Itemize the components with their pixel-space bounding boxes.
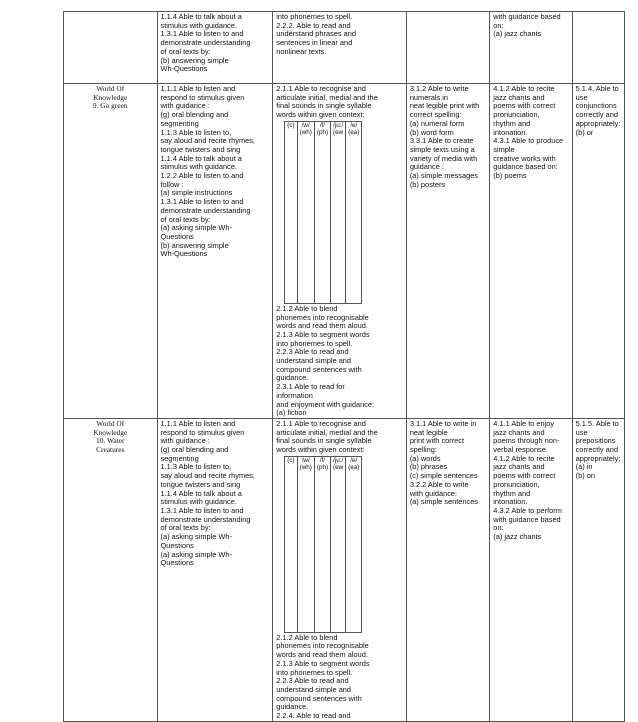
standard-text: words and read them aloud.: [276, 321, 368, 331]
standard-text: guidance.: [276, 373, 309, 383]
standard-text: sentences in linear and: [276, 38, 353, 48]
theme-text: 9. Go green: [92, 101, 128, 111]
standard-text: 4.3.1 Able to produce: [493, 136, 564, 146]
writing-cell: [406, 84, 489, 419]
standard-text: simple texts using a: [409, 144, 475, 154]
standard-text: 2.1.2 Able to blend: [276, 303, 338, 313]
standard-text: (a) jazz chants: [493, 532, 542, 542]
standard-text: tongue twisters and sing: [160, 479, 241, 489]
standard-text: articulate initial, medial and the: [276, 92, 378, 102]
standard-text: (b) word form: [409, 127, 454, 137]
standard-text: 2.3.1 Able to read for: [276, 382, 345, 392]
phoneme-table: [284, 456, 362, 633]
phoneme-text: /ju:/: [333, 121, 344, 129]
standard-text: compound sentences with: [276, 693, 362, 703]
standard-text: (a) jazz chants: [493, 29, 542, 39]
standard-text: 5.1.5. Able to: [575, 418, 619, 428]
standard-text: Questions: [160, 558, 194, 568]
standard-text: 2.1.1 Able to recognise and: [276, 418, 366, 428]
standard-text: demonstrate understanding: [160, 514, 251, 524]
phoneme-text: (ew: [333, 129, 344, 137]
standard-text: 2.1.1 Able to recognise and: [276, 84, 366, 93]
standard-text: 3.2.2 Able to write: [409, 479, 469, 489]
grammar-cell: [572, 84, 624, 419]
standard-text: 1.2.2 Able to listen to and: [160, 171, 244, 181]
standard-text: demonstrate understanding: [160, 205, 251, 215]
listening-speaking-cell: [157, 12, 273, 84]
standard-text: understand phrases and: [276, 29, 356, 39]
standard-text: on:: [493, 523, 504, 533]
standard-text: 3.1.1 Able to write in: [409, 418, 477, 428]
standard-text: correctly and: [575, 445, 618, 455]
phoneme-cell: [346, 456, 362, 632]
standard-text: rhythm and: [493, 118, 531, 128]
standard-text: say aloud and recite rhymes,: [160, 136, 255, 146]
standard-text: 1.3.1 Able to listen to and: [160, 197, 244, 207]
standard-text: (a) asking simple Wh-: [160, 532, 232, 542]
standard-text: 2.1.3 Able to segment words: [276, 658, 370, 668]
standard-text: phonemes into recognisable: [276, 312, 369, 322]
standard-text: (a) simple sentences: [409, 497, 478, 507]
phoneme-text: /w/: [301, 121, 310, 129]
standard-text: words within given context:: [276, 445, 365, 455]
standard-text: (a) asking simple Wh-: [160, 549, 232, 559]
theme-text: World Of: [96, 418, 125, 428]
standard-text: 1.3.1 Able to listen to and: [160, 505, 244, 515]
syllabus-table: [63, 11, 625, 722]
standard-text: of oral texts by:: [160, 214, 211, 224]
standard-text: with guidance :: [160, 101, 210, 111]
reading-cell: [273, 84, 407, 419]
standard-text: tongue twisters and sing: [160, 144, 241, 154]
standard-text: stimulus with guidance.: [160, 162, 237, 172]
standard-text: information: [276, 390, 313, 400]
phoneme-cell: [331, 121, 346, 303]
phoneme-cell: [297, 456, 314, 632]
phoneme-text: (wh): [299, 129, 312, 137]
standard-text: jazz chants and: [493, 427, 545, 437]
theme-cell: [64, 418, 158, 721]
standard-text: (b) posters: [409, 179, 446, 189]
phoneme-cell: [331, 456, 346, 632]
standard-text: 2.1.2 Able to blend: [276, 632, 338, 642]
standard-text: respond to stimulus given: [160, 427, 245, 437]
phoneme-text: (ph): [316, 463, 329, 471]
standard-text: guidance :: [409, 162, 444, 172]
standard-text: guidance.: [276, 702, 309, 712]
grammar-cell: [572, 418, 624, 721]
language-arts-cell: [490, 84, 572, 419]
standard-text: into phonemes to spell.: [276, 667, 353, 677]
theme-text: World Of: [96, 84, 125, 93]
phoneme-table: [284, 121, 362, 304]
standard-text: (a) in: [575, 462, 593, 472]
language-arts-cell: [490, 12, 572, 84]
theme-cell: [64, 84, 158, 419]
reading-cell: [273, 12, 407, 84]
standard-text: (c) simple sentences: [409, 471, 478, 481]
standard-text: pronunciation,: [493, 479, 540, 489]
standard-text: spelling:: [409, 445, 437, 455]
table-row: [64, 418, 625, 721]
phoneme-text: /e/: [350, 456, 358, 464]
standard-text: Wh-Questions: [160, 249, 208, 259]
standard-text: 1.1.4 Able to talk about a: [160, 12, 242, 21]
standard-text: neat legible print with: [409, 101, 480, 111]
standard-text: pronunciation,: [493, 110, 540, 120]
writing-cell: [406, 418, 489, 721]
standard-text: variety of media with: [409, 153, 478, 163]
standard-text: segmenting: [160, 118, 199, 128]
reading-cell: [273, 418, 407, 721]
standard-text: segmenting: [160, 453, 199, 463]
standard-text: stimulus with guidance.: [160, 20, 237, 30]
phoneme-cell: [346, 121, 362, 303]
standard-text: (a) simple messages: [409, 171, 478, 181]
standard-text: with guidance based: [493, 514, 561, 524]
standard-text: correct spelling:: [409, 110, 462, 120]
standard-text: Wh-Questions: [160, 64, 208, 74]
theme-cell: [64, 12, 158, 84]
theme-text: Creatures: [96, 445, 125, 455]
standard-text: poems through non-: [493, 436, 560, 446]
standard-text: stimulus with guidance.: [160, 497, 237, 507]
standard-text: guidance based on:: [493, 162, 558, 172]
standard-text: 1.1.4 Able to talk about a: [160, 488, 242, 498]
standard-text: poems with correct: [493, 101, 556, 111]
standard-text: (a) asking simple Wh-: [160, 223, 232, 233]
standard-text: Questions: [160, 540, 194, 550]
standard-text: (b) poems: [493, 171, 527, 181]
phoneme-text: /ju:/: [333, 456, 344, 464]
standard-text: jazz chants and: [493, 462, 545, 472]
standard-text: use: [575, 92, 588, 102]
standard-text: understand simple and: [276, 356, 352, 366]
standard-text: creative works with: [493, 153, 556, 163]
standard-text: neat legible: [409, 427, 448, 437]
standard-text: into phonemes to spell.: [276, 338, 353, 348]
table-row: [64, 12, 625, 84]
standard-text: follow :: [160, 179, 184, 189]
standard-text: conjunctions: [575, 101, 617, 111]
writing-cell: [406, 12, 489, 84]
standard-text: (a) words: [409, 453, 441, 463]
standard-text: articulate initial, medial and the: [276, 427, 378, 437]
phoneme-label: (c): [285, 121, 297, 303]
standard-text: (b) on: [575, 471, 595, 481]
standard-text: rhythm and: [493, 488, 531, 498]
standard-text: 4.1.1 Able to enjoy: [493, 418, 555, 428]
standard-text: poems with correct: [493, 471, 556, 481]
standard-text: understand simple and: [276, 684, 352, 694]
standard-text: of oral texts by:: [160, 46, 211, 56]
standard-text: appropriately:: [575, 453, 621, 463]
standard-text: 5.1.4. Able to: [575, 84, 619, 93]
standard-text: 1.1.3 Able to listen to,: [160, 127, 232, 137]
standard-text: numerals in: [409, 92, 449, 102]
phoneme-text: /w/: [301, 456, 310, 464]
standard-text: final sounds in single syllable: [276, 101, 372, 111]
standard-text: 1.3.1 Able to listen to and: [160, 29, 244, 39]
theme-text: 10. Water: [96, 436, 125, 446]
standard-text: final sounds in single syllable: [276, 436, 372, 446]
phoneme-text: /f/: [319, 456, 326, 464]
standard-text: 2.1.3 Able to segment words: [276, 329, 370, 339]
standard-text: print with correct: [409, 436, 465, 446]
table-row: [64, 84, 625, 419]
standard-text: 2.2.3 Able to read and: [276, 347, 349, 357]
listening-speaking-cell: [157, 84, 273, 419]
standard-text: 2.2.2. Able to read and: [276, 20, 351, 30]
standard-text: respond to stimulus given: [160, 92, 245, 102]
standard-text: (b) or: [575, 127, 594, 137]
standard-text: (g) oral blending and: [160, 110, 229, 120]
standard-text: (a) simple instructions: [160, 188, 233, 198]
standard-text: phonemes into recognisable: [276, 641, 369, 651]
phoneme-text: (ph): [316, 129, 329, 137]
standard-text: prepositions: [575, 436, 616, 446]
standard-text: 2.2.3 Able to read and: [276, 676, 349, 686]
standard-text: words and read them aloud.: [276, 650, 368, 660]
standard-text: with guidance:: [409, 488, 458, 498]
standard-text: (b) phrases: [409, 462, 448, 472]
standard-text: jazz chants and: [493, 92, 545, 102]
standard-text: intonation.: [493, 497, 528, 507]
standard-text: 1.1.1 Able to listen and: [160, 418, 236, 428]
standard-text: 3.1.2 Able to write: [409, 84, 469, 93]
standard-text: appropriately:: [575, 118, 621, 128]
standard-text: intonation.: [493, 127, 528, 137]
phoneme-text: (wh): [299, 463, 312, 471]
standard-text: (a) numeral form: [409, 118, 465, 128]
standard-text: say aloud and recite rhymes,: [160, 471, 255, 481]
standard-text: and enjoyment with guidance:: [276, 399, 375, 409]
phoneme-text: (ew: [333, 463, 344, 471]
standard-text: simple: [493, 144, 515, 154]
standard-text: with guidance :: [160, 436, 210, 446]
phoneme-label: (c): [285, 456, 297, 632]
standard-text: (a) fiction: [276, 408, 307, 418]
phoneme-cell: [314, 121, 330, 303]
standard-text: 4.1.2 Able to recite: [493, 84, 555, 93]
phoneme-cell: [314, 456, 330, 632]
standard-text: (b) answering simple: [160, 240, 229, 250]
standard-text: 2.2.4. Able to read and: [276, 711, 351, 721]
standard-text: 1.1.4 Able to talk about a: [160, 153, 242, 163]
standard-text: on:: [493, 20, 504, 30]
standard-text: (g) oral blending and: [160, 445, 229, 455]
phoneme-text: (ea): [348, 463, 360, 471]
standard-text: compound sentences with: [276, 364, 362, 374]
standard-text: demonstrate understanding: [160, 38, 251, 48]
standard-text: 1.1.3 Able to listen to,: [160, 462, 232, 472]
phoneme-text: (ea): [348, 129, 360, 137]
phoneme-cell: [297, 121, 314, 303]
theme-text: Knowledge: [93, 427, 128, 437]
standard-text: correctly and: [575, 110, 618, 120]
standard-text: with guidance based: [493, 12, 561, 21]
standard-text: 3.3.1 Able to create: [409, 136, 474, 146]
phoneme-text: /e/: [350, 121, 358, 129]
standard-text: verbal response.: [493, 445, 548, 455]
phoneme-text: /f/: [319, 121, 326, 129]
theme-text: Knowledge: [93, 92, 128, 102]
standard-text: (b) answering simple: [160, 55, 229, 65]
language-arts-cell: [490, 418, 572, 721]
standard-text: 1.1.1 Able to listen and: [160, 84, 236, 93]
standard-text: into phonemes to spell.: [276, 12, 353, 21]
listening-speaking-cell: [157, 418, 273, 721]
standard-text: 4.1.2 Able to recite: [493, 453, 555, 463]
grammar-cell: [572, 12, 624, 84]
standard-text: nonlinear texts.: [276, 46, 327, 56]
standard-text: use: [575, 427, 588, 437]
standard-text: of oral texts by:: [160, 523, 211, 533]
standard-text: words within given context:: [276, 110, 365, 120]
standard-text: Questions: [160, 231, 194, 241]
standard-text: 4.3.2 Able to perform: [493, 505, 562, 515]
